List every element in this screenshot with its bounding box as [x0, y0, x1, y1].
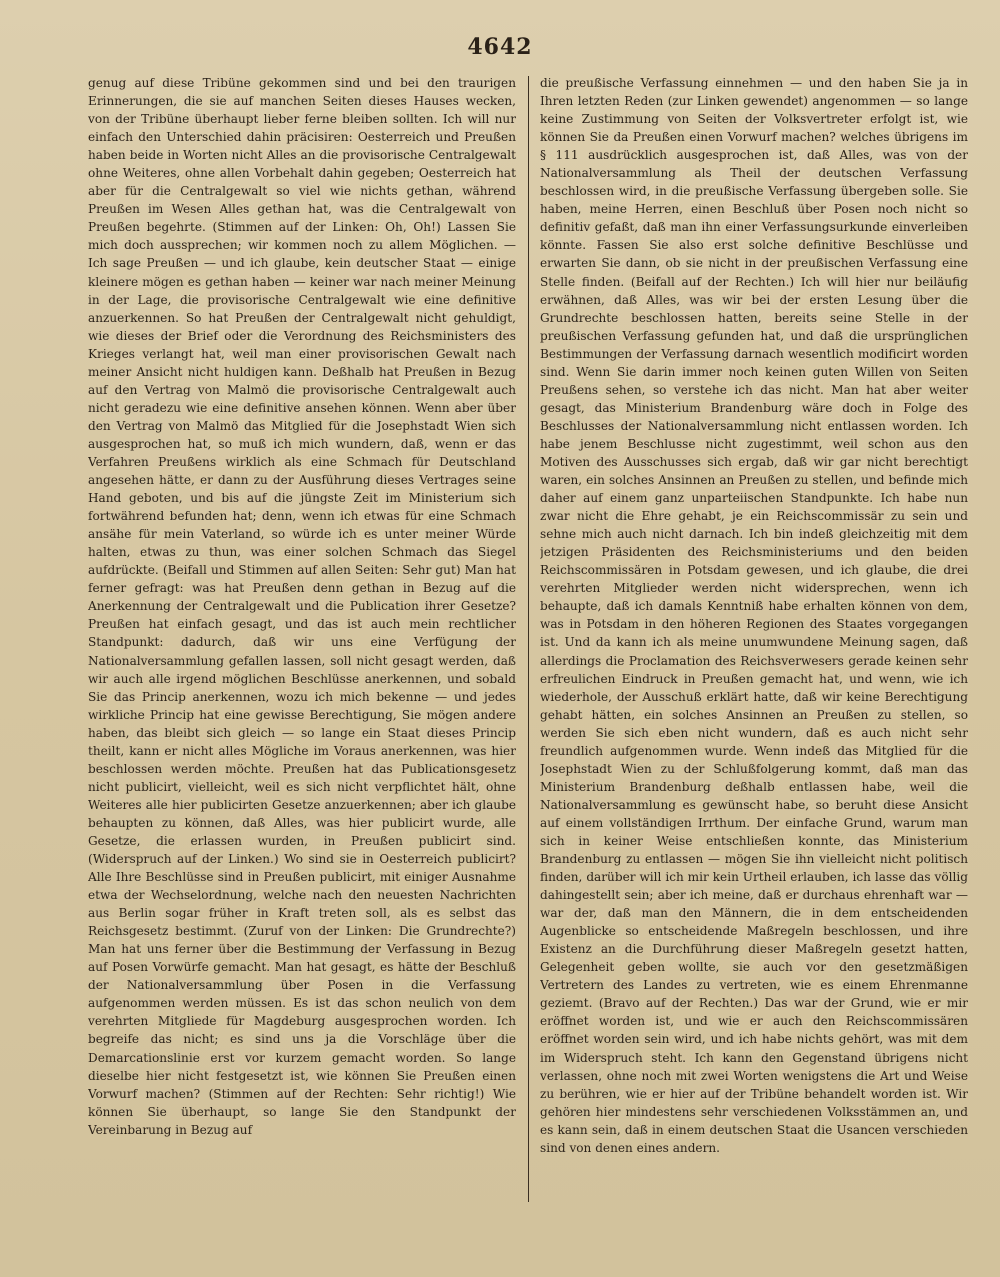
left-column-text: genug auf diese Tribüne gekommen sind und bei den traurigen Erinnerungen, die sie auf manchen Seiten dieses Hauses wecken, von der Tribüne überhaupt lieber ferne bleiben sollten. Ich will nur einfach den Unterschied dahin präcisiren: Oesterreich und Preußen haben beide in Worten nicht Alles an die provisorische Centralgewalt ohne Weiteres, ohne allen Vorbehalt dahin gegeben; Oesterreich hat aber für die Centralgewalt so viel wie nichts gethan, während Preußen im Wesen Alles gethan hat, was die Centralgewalt von Preußen begehrte. (Stimmen auf der Linken: Oh, Oh!) Lassen Sie mich doch aussprechen; wir kommen noch zu allem Möglichen. — Ich sage Preußen — und ich glaube, kein deutscher Staat — einige kleinere mögen es gethan haben — keiner war nach meiner Meinung in der Lage, die provisorische Centralgewalt wie eine definitive anzuerkennen. So hat Preußen der Centralgewalt nicht gehuldigt, wie dieses der Brief oder die Verordnung des Reichsministers des Krieges verlangt hat, weil man einer provisorischen Gewalt nach meiner Ansicht nicht huldigen kann. Deßhalb hat Preußen in Bezug auf den Vertrag von Malmö die provisorische Centralgewalt auch nicht geradezu wie eine definitive ansehen können. Wenn aber über den Vertrag von Malmö das Mitglied für die Josephstadt Wien sich ausgesprochen hat, so muß ich mich wundern, daß, wenn er das Verfahren Preußens wirklich als eine Schmach für Deutschland angesehen hätte, er dann zu der Ausführung dieses Vertrages seine Hand geboten, und bis auf die jüngste Zeit im Ministerium sich fortwährend befunden hat; denn, wenn ich etwas für eine Schmach ansähe für mein Vaterland, so würde ich es unter meiner Würde halten, etwas zu thun, was einer solchen Schmach das Siegel aufdrückte. (Beifall und Stimmen auf allen Seiten: Sehr gut) Man hat ferner gefragt: was hat Preußen denn gethan in Bezug auf die Anerkennung der Centralgewalt und die Publication ihrer Gesetze? Preußen hat einfach gesagt, und das ist auch mein rechtlicher Standpunkt: dadurch, daß wir uns eine Verfügung der Nationalversammlung gefallen lassen, soll nicht gesagt werden, daß wir auch alle irgend möglichen Beschlüsse anerkennen, und sobald Sie das Princip anerkennen, wozu ich mich bekenne — und jedes wirkliche Princip hat eine gewisse Berechtigung, Sie mögen andere haben, das bleibt sich gleich — so lange ein Staat dieses Princip theilt, kann er nicht alles Mögliche im Voraus anerkennen, was hier beschlossen werden möchte. Preußen hat das Publicationsgesetz nicht publicirt, vielleicht, weil es sich nicht verpflichtet hält, ohne Weiteres alle hier publicirten Gesetze anzuerkennen; aber ich glaube behaupten zu können, daß Alles, was hier publicirt wurde, alle Gesetze, die erlassen wurden, in Preußen publicirt sind. (Widerspruch auf der Linken.) Wo sind sie in Oesterreich publicirt? Alle Ihre Beschlüsse sind in Preußen publicirt, mit einiger Ausnahme etwa der Wechselordnung, welche nach den neuesten Nachrichten aus Berlin sogar früher in Kraft treten soll, als es selbst das Reichsgesetz bestimmt. (Zuruf von der Linken: Die Grundrechte?) Man hat uns ferner über die Bestimmung der Verfassung in Bezug auf Posen Vorwürfe gemacht. Man hat gesagt, es hätte der Beschluß der Nationalversammlung über Posen in die Verfassung aufgenommen werden müssen. Es ist das schon neulich von dem verehrten Mitgliede für Magdeburg ausgesprochen worden. Ich begreife das nicht; es sind uns ja die Vorschläge über die Demarcationslinie erst vor kurzem gemacht worden. So lange dieselbe hier nicht festgesetzt ist, wie können Sie Preußen einen Vorwurf machen? (Stimmen auf der Rechten: Sehr richtig!) Wie können Sie überhaupt, so lange Sie den Standpunkt der Vereinbarung in Bezug auf — [88, 76, 516, 1137]
right-column — [540, 74, 968, 1204]
left-column — [88, 74, 516, 1204]
right-column-text: die preußische Verfassung einnehmen — und den haben Sie ja in Ihren letzten Reden (zur Linken gewendet) angenommen — so lange keine Zustimmung von Seiten der Volksvertreter erfolgt ist, wie können Sie da Preußen einen Vorwurf machen? welches übrigens im § 111 ausdrücklich ausgesprochen ist, daß Alles, was von der Nationalversammlung als Theil der deutschen Verfassung beschlossen wird, in die preußische Verfassung übergeben solle. Sie haben, meine Herren, einen Beschluß über Posen noch nicht so definitiv gefaßt, daß man ihn einer Verfassungsurkunde einverleiben könnte. Fassen Sie also erst solche definitive Beschlüsse und erwarten Sie dann, ob sie nicht in der preußischen Verfassung eine Stelle finden. (Beifall auf der Rechten.) Ich will hier nur beiläufig erwähnen, daß Alles, was wir bei der ersten Lesung über die Grundrechte beschlossen hatten, bereits seine Stelle in der preußischen Verfassung gefunden hat, und daß die ursprünglichen Bestimmungen der Verfassung darnach wesentlich modificirt worden sind. Wenn Sie darin immer noch keinen guten Willen von Seiten Preußens sehen, so verstehe ich das nicht. Man hat aber weiter gesagt, das Ministerium Brandenburg wäre doch in Folge des Beschlusses der Nationalversammlung nicht entlassen worden. Ich habe jenem Beschlusse nicht zugestimmt, weil schon aus den Motiven des Ausschusses sich ergab, daß wir gar nicht berechtigt waren, ein solches Ansinnen an Preußen zu stellen, und befinde mich daher auf einem ganz unparteiischen Standpunkte. Ich habe nun zwar nicht die Ehre gehabt, je ein Reichscommissär zu sein und sehne mich auch nicht darnach. Ich bin indeß gleichzeitig mit dem jetzigen Präsidenten des Reichsministeriums und den beiden Reichscommissären in Potsdam gewesen, und ich glaube, die drei verehrten Mitglieder werden nicht widersprechen, wenn ich behaupte, daß ich damals Kenntniß habe erhalten können von dem, was in Potsdam in den höheren Regionen des Staates vorgegangen ist. Und da kann ich als meine unumwundene Meinung sagen, daß allerdings die Proclamation des Reichsverwesers gerade keinen sehr erfreulichen Eindruck in Preußen gemacht hat, und wenn, wie ich wiederhole, der Ausschuß erklärt hatte, daß wir keine Berechtigung gehabt hätten, ein solches Ansinnen an Preußen zu stellen, so werden Sie sich eben nicht wundern, daß es auch nicht sehr freundlich aufgenommen wurde. Wenn indeß das Mitglied für die Josephstadt Wien zu der Schlußfolgerung kommt, daß man das Ministerium Brandenburg deßhalb entlassen habe, weil die Nationalversammlung es gewünscht habe, so beruht diese Ansicht auf einem vollständigen Irrthum. Der einfache Grund, warum man sich in keiner Weise entschließen konnte, das Ministerium Brandenburg zu entlassen — mögen Sie ihn vielleicht nicht politisch finden, darüber will ich mir kein Urtheil erlauben, ich lasse das völlig dahingestellt sein; aber ich meine, daß er durchaus ehrenhaft war — war der, daß man den Männern, die in dem entscheidenden Augenblicke so entscheidende Maßregeln beschlossen, und ihre Existenz an die Durchführung dieser Maßregeln gesetzt hatten, Gelegenheit geben wollte, sie auch vor den gesetzmäßigen Vertretern des Landes zu vertreten, wie es einem Ehrenmanne geziemt. (Bravo auf der Rechten.) Das war der Grund, wie er mir eröffnet worden ist, und wie er auch den Reichscommissären eröffnet worden sein wird, und ich habe nichts gehört, was mit dem im Widerspruch steht. Ich kann den Gegenstand übrigens nicht verlassen, ohne noch mit zwei Worten wenigstens die Art und Weise zu berühren, wie er hier auf der Tribüne behandelt worden ist. Wir gehören hier mindestens sehr verschiedenen Volksstämmen an, und es kann sein, daß in einem deutschen Staat die Usancen verschieden sind von denen eines andern. — [540, 76, 968, 1155]
page-number: 4642 — [467, 34, 533, 60]
column-divider — [528, 76, 529, 1202]
text-columns — [88, 74, 968, 1204]
